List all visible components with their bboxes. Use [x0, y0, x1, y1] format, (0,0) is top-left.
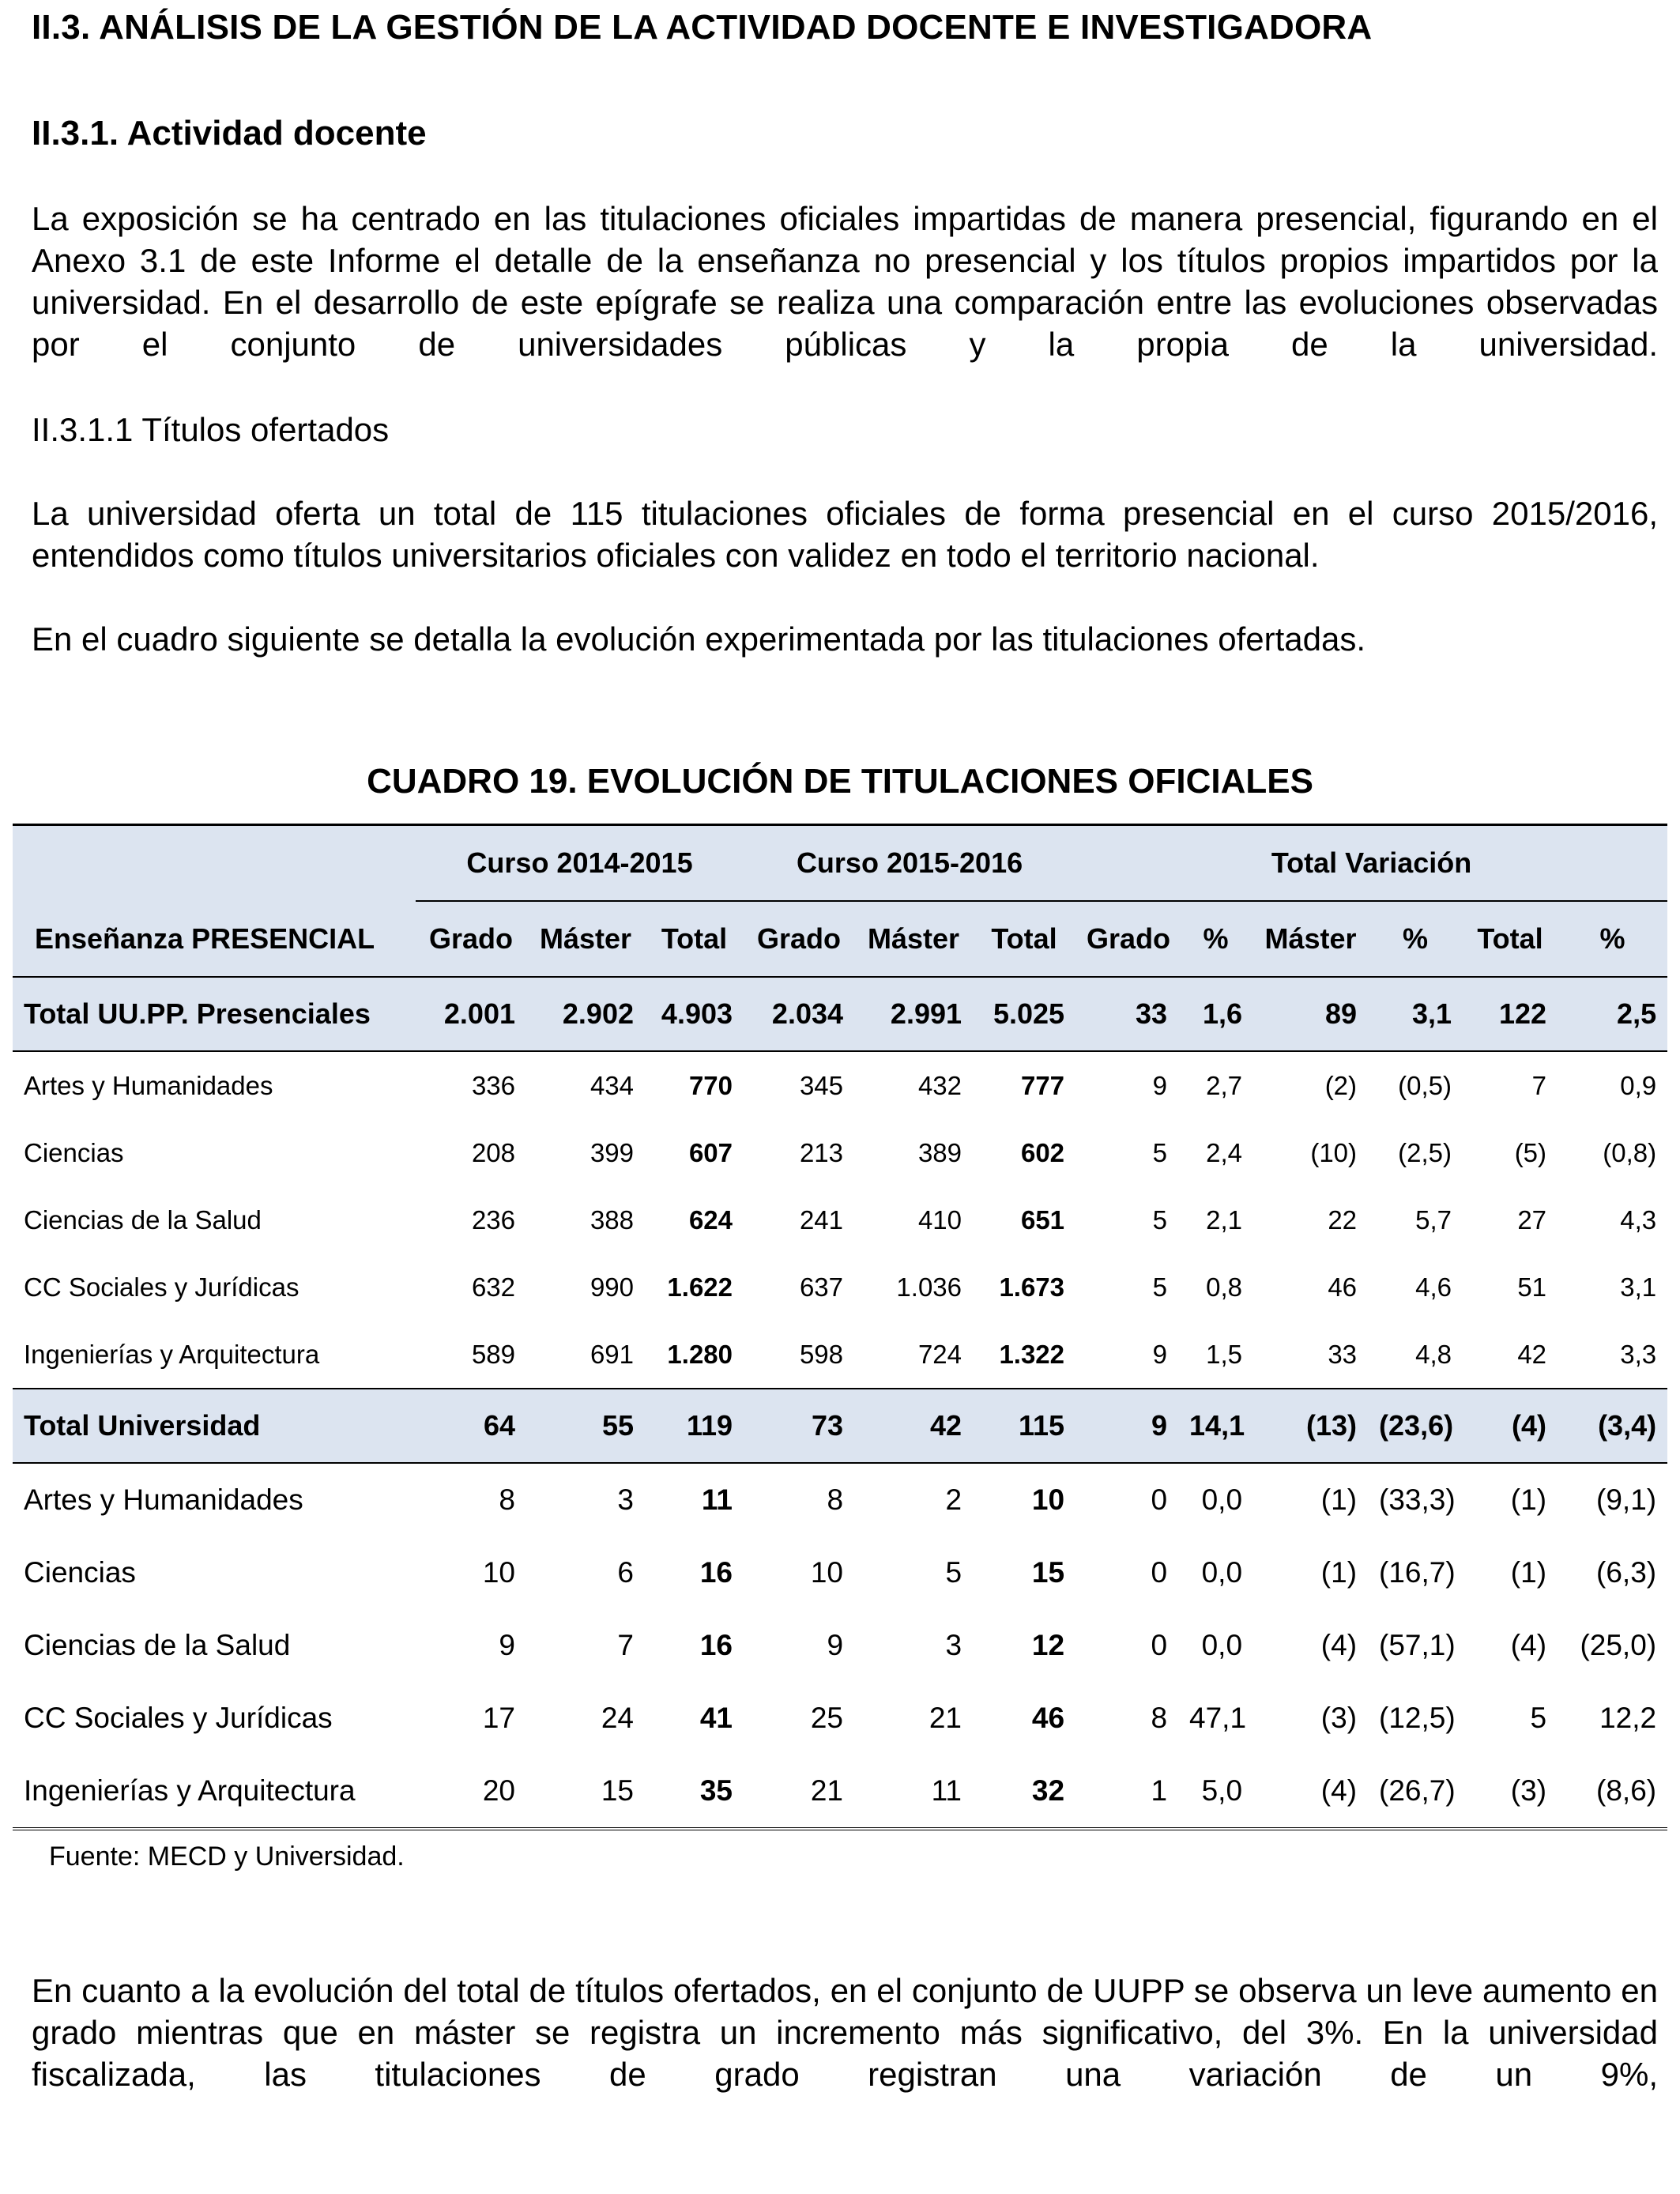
row-label: Total Universidad: [13, 1389, 416, 1463]
table-cell: (13): [1253, 1389, 1368, 1463]
table-cell: 345: [799, 1070, 844, 1100]
table-cell: 8: [827, 1483, 844, 1516]
university-rows: [13, 1389, 1667, 1829]
lead-in-paragraph: En el cuadro siguiente se detalla la evolución experimentada por las titulaciones ofertadas.: [32, 620, 1366, 658]
row-label: Ingenierías y Arquitectura: [24, 1339, 320, 1369]
table-cell: 589: [471, 1339, 515, 1369]
table-column-header-row: [13, 901, 1667, 977]
table-cell: (4): [1510, 1629, 1547, 1661]
table-cell: 1,5: [1206, 1339, 1243, 1369]
table-cell: 724: [917, 1339, 962, 1369]
table-cell: 388: [590, 1204, 634, 1235]
table-cell: 3,3: [1620, 1339, 1657, 1369]
table-cell: 1: [1075, 1755, 1178, 1829]
table-cell: 1,6: [1178, 977, 1253, 1051]
row-label: Ingenierías y Arquitectura: [13, 1755, 416, 1829]
table-cell: 25: [810, 1702, 844, 1734]
table-cell: (1): [1510, 1556, 1547, 1589]
table-cell: 990: [590, 1272, 634, 1302]
table-cell: 33: [1075, 977, 1178, 1051]
table-cell: (1): [1510, 1483, 1547, 1516]
table-cell: 0,9: [1620, 1070, 1657, 1100]
table-cell: 17: [482, 1702, 515, 1734]
table-cell: 637: [799, 1272, 844, 1302]
table-row: [13, 1051, 1667, 1119]
table-cell: 1.036: [896, 1272, 962, 1302]
row-label: Ciencias: [24, 1137, 124, 1167]
table-cell: 24: [601, 1702, 634, 1734]
table-cell: 33: [1328, 1339, 1358, 1369]
table-cell: 7: [617, 1629, 634, 1661]
intro-paragraph: La exposición se ha centrado en las titulaciones oficiales impartidas de manera presencial, figurando en el Anexo 3.1 de este Informe el detalle de la enseñanza no presencial y los títulos propios impartidos por la universidad. En el desarrollo de este epígrafe se realiza una comparación entre las evoluciones observadas por el conjunto de universidades públicas y la propia de la universidad.: [32, 200, 1658, 363]
table-cell: 15: [526, 1755, 645, 1829]
table-row: [13, 1609, 1667, 1682]
table-cell: 46: [1031, 1702, 1065, 1734]
table-cell: 5: [945, 1556, 962, 1589]
header-blank: [13, 825, 416, 902]
table-cell: 12,2: [1599, 1702, 1657, 1734]
table-cell: (1): [1320, 1556, 1358, 1589]
row-label: Ciencias: [24, 1556, 136, 1589]
table-cell: 213: [799, 1137, 844, 1167]
table-source-note: Fuente: MECD y Universidad.: [49, 1842, 405, 1872]
table-cell: 8: [499, 1483, 515, 1516]
table-cell: 32: [973, 1755, 1075, 1829]
table-cell: 777: [1020, 1070, 1065, 1100]
table-cell: 2.034: [744, 977, 854, 1051]
table-cell: 9: [1075, 1389, 1178, 1463]
column-header: Total: [991, 922, 1057, 955]
table-cell: 241: [799, 1204, 844, 1235]
group-header-curso-2015: Curso 2015-2016: [744, 825, 1075, 902]
table-cell: 2.902: [526, 977, 645, 1051]
table-row: [13, 1119, 1667, 1186]
table-cell: 115: [973, 1389, 1075, 1463]
table-cell: 12: [1031, 1629, 1065, 1661]
table-cell: 389: [917, 1137, 962, 1167]
table-cell: (26,7): [1368, 1755, 1463, 1829]
table-cell: 41: [699, 1702, 733, 1734]
table-cell: (4): [1463, 1389, 1558, 1463]
table-cell: 9: [1152, 1339, 1168, 1369]
row-label: Ciencias de la Salud: [24, 1204, 262, 1235]
table-cell: (9,1): [1596, 1483, 1657, 1516]
table-cell: 3: [945, 1629, 962, 1661]
table-cell: 0,0: [1201, 1629, 1243, 1661]
table-cell: 432: [917, 1070, 962, 1100]
table-cell: 1.673: [999, 1272, 1065, 1302]
table-cell: 10: [810, 1556, 844, 1589]
subsection-heading: II.3.1. Actividad docente: [32, 114, 427, 153]
table-cell: (12,5): [1379, 1702, 1456, 1734]
table-cell: 10: [482, 1556, 515, 1589]
table-cell: 64: [416, 1389, 526, 1463]
table-cell: 410: [917, 1204, 962, 1235]
column-header: Grado: [428, 922, 513, 955]
column-header: Total: [661, 922, 728, 955]
table-cell: 21: [929, 1702, 962, 1734]
table-cell: 9: [827, 1629, 844, 1661]
table-cell: 11: [854, 1755, 973, 1829]
table-cell: 2,5: [1558, 977, 1667, 1051]
column-header: Máster: [539, 922, 632, 955]
table-cell: 5: [1152, 1272, 1168, 1302]
table-cell: 5,7: [1415, 1204, 1452, 1235]
table-row: [13, 1682, 1667, 1755]
table-cell: 624: [688, 1204, 733, 1235]
table-row: [13, 1536, 1667, 1609]
column-header: %: [1403, 922, 1429, 955]
table-cell: 21: [744, 1755, 854, 1829]
table-cell: 2,7: [1206, 1070, 1243, 1100]
table-cell: (8,6): [1558, 1755, 1667, 1829]
table-cell: 73: [744, 1389, 854, 1463]
table-cell: 89: [1253, 977, 1368, 1051]
table-cell: 14,1: [1178, 1389, 1253, 1463]
table-cell: (3): [1320, 1702, 1358, 1734]
titulaciones-table: [13, 824, 1667, 1830]
uupp-rows: [13, 977, 1667, 1389]
table-cell: 5: [1152, 1137, 1168, 1167]
table-cell: 4.903: [645, 977, 744, 1051]
table-cell: (23,6): [1368, 1389, 1463, 1463]
table-cell: 770: [688, 1070, 733, 1100]
table-cell: 5,0: [1178, 1755, 1253, 1829]
table-cell: 0,0: [1201, 1483, 1243, 1516]
table-cell: 4,8: [1415, 1339, 1452, 1369]
table-cell: 4,3: [1620, 1204, 1657, 1235]
table-cell: (1): [1320, 1483, 1358, 1516]
table-cell: (5): [1514, 1137, 1547, 1167]
section-heading: II.3. ANÁLISIS DE LA GESTIÓN DE LA ACTIVIDAD DOCENTE E INVESTIGADORA: [32, 8, 1373, 47]
table-cell: (57,1): [1379, 1629, 1456, 1661]
table-cell: (0,5): [1398, 1070, 1452, 1100]
table-cell: 27: [1517, 1204, 1547, 1235]
column-header: Máster: [1264, 922, 1357, 955]
table-cell: 5.025: [973, 977, 1075, 1051]
table-cell: 5: [1152, 1204, 1168, 1235]
table-row: [13, 1321, 1667, 1389]
table-cell: 2.991: [854, 977, 973, 1051]
table-cell: 607: [688, 1137, 733, 1167]
table-cell: 46: [1328, 1272, 1358, 1302]
table-cell: 4,6: [1415, 1272, 1452, 1302]
table-cell: 22: [1328, 1204, 1358, 1235]
table-cell: 1.280: [667, 1339, 733, 1369]
row-label: Artes y Humanidades: [24, 1483, 303, 1516]
table-cell: 208: [471, 1137, 515, 1167]
table-cell: (3): [1463, 1755, 1558, 1829]
table-cell: (16,7): [1379, 1556, 1456, 1589]
table-cell: 119: [645, 1389, 744, 1463]
table-cell: 10: [1031, 1483, 1065, 1516]
table-cell: 2: [945, 1483, 962, 1516]
table-cell: 3,1: [1620, 1272, 1657, 1302]
column-header: Total: [1477, 922, 1543, 955]
table-cell: (2): [1324, 1070, 1358, 1100]
table-row: [13, 1463, 1667, 1536]
table-cell: 651: [1020, 1204, 1065, 1235]
table-cell: (2,5): [1398, 1137, 1452, 1167]
table-cell: 1.622: [667, 1272, 733, 1302]
table-cell: 0,8: [1206, 1272, 1243, 1302]
table-cell: 35: [645, 1755, 744, 1829]
offer-paragraph: La universidad oferta un total de 115 titulaciones oficiales de forma presencial en el curso 2015/2016, entendidos como títulos universitarios oficiales con validez en todo el territorio nacional.: [32, 495, 1658, 574]
table-cell: 8: [1151, 1702, 1168, 1734]
table-cell: 0,0: [1201, 1556, 1243, 1589]
table-cell: 2.001: [416, 977, 526, 1051]
table-cell: (4): [1253, 1755, 1368, 1829]
table-cell: 16: [699, 1556, 733, 1589]
table-cell: 0: [1151, 1483, 1168, 1516]
table-cell: (0,8): [1603, 1137, 1657, 1167]
table-caption: CUADRO 19. EVOLUCIÓN DE TITULACIONES OFICIALES: [367, 762, 1313, 801]
table-cell: 2,1: [1206, 1204, 1243, 1235]
table-cell: (33,3): [1379, 1483, 1456, 1516]
table-cell: (25,0): [1580, 1629, 1657, 1661]
table-total-row: [13, 977, 1667, 1051]
table-cell: 9: [499, 1629, 515, 1661]
table-cell: 0: [1151, 1629, 1168, 1661]
group-header-variation: Total Variación: [1075, 825, 1667, 902]
table-cell: 7: [1531, 1070, 1547, 1100]
table-cell: 0: [1151, 1556, 1168, 1589]
table-cell: 691: [590, 1339, 634, 1369]
table-cell: 434: [590, 1070, 634, 1100]
table-cell: (4): [1320, 1629, 1358, 1661]
table-cell: (6,3): [1596, 1556, 1657, 1589]
table-cell: 1.322: [999, 1339, 1065, 1369]
table-cell: (3,4): [1558, 1389, 1667, 1463]
table-row: [13, 1253, 1667, 1321]
column-header: Grado: [1087, 922, 1171, 955]
table-group-header-row: [13, 825, 1667, 902]
column-header: Enseñanza PRESENCIAL: [35, 922, 375, 955]
table-row: [13, 1186, 1667, 1253]
table-cell: 3,1: [1368, 977, 1463, 1051]
table-cell: 598: [799, 1339, 844, 1369]
table-total-row: [13, 1389, 1667, 1463]
table-cell: 399: [590, 1137, 634, 1167]
table-cell: 6: [617, 1556, 634, 1589]
column-header: Grado: [757, 922, 842, 955]
table-cell: 122: [1463, 977, 1558, 1051]
group-header-curso-2014: Curso 2014-2015: [416, 825, 744, 902]
table-cell: 11: [701, 1483, 733, 1516]
row-label: Ciencias de la Salud: [24, 1629, 291, 1661]
table-cell: 602: [1020, 1137, 1065, 1167]
table-cell: 42: [1517, 1339, 1547, 1369]
table-cell: 632: [471, 1272, 515, 1302]
row-label: Artes y Humanidades: [24, 1070, 273, 1100]
table-cell: 15: [1031, 1556, 1065, 1589]
column-header: Máster: [867, 922, 960, 955]
table-cell: 9: [1152, 1070, 1168, 1100]
table-cell: 16: [699, 1629, 733, 1661]
closing-paragraph: En cuanto a la evolución del total de títulos ofertados, en el conjunto de UUPP se observa un leve aumento en grado mientras que en máster se registra un incremento más significativo, del 3%. En la universidad fiscalizada, las titulaciones de grado registran una variación de un 9%,: [32, 1972, 1658, 2093]
table-cell: 3: [617, 1483, 634, 1516]
table-cell: 336: [471, 1070, 515, 1100]
table-cell: 236: [471, 1204, 515, 1235]
table-row: [13, 1755, 1667, 1829]
table-cell: 51: [1517, 1272, 1547, 1302]
row-label: Total UU.PP. Presenciales: [13, 977, 416, 1051]
column-header: %: [1599, 922, 1625, 955]
row-label: CC Sociales y Jurídicas: [24, 1702, 333, 1734]
table-cell: 47,1: [1189, 1702, 1247, 1734]
column-header: %: [1203, 922, 1229, 955]
table-cell: 55: [526, 1389, 645, 1463]
table-cell: (10): [1310, 1137, 1358, 1167]
table-cell: 20: [416, 1755, 526, 1829]
table-cell: 42: [854, 1389, 973, 1463]
row-label: CC Sociales y Jurídicas: [24, 1272, 299, 1302]
subsubsection-heading: II.3.1.1 Títulos ofertados: [32, 411, 390, 448]
table-cell: 5: [1530, 1702, 1547, 1734]
table-cell: 2,4: [1206, 1137, 1243, 1167]
